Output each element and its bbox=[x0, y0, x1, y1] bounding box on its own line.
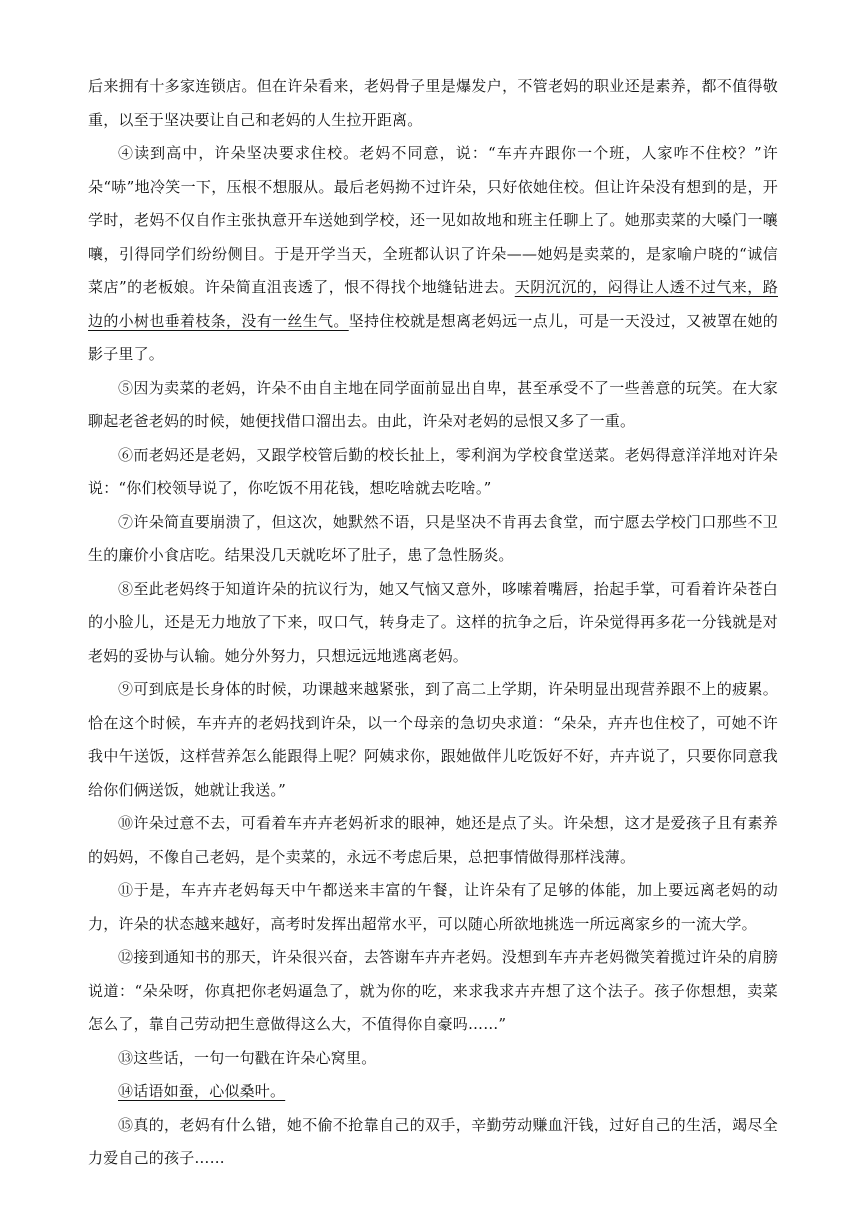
paragraph-4 bbox=[88, 137, 778, 372]
paragraph-4-underlined-sentence: 天阴沉沉的，闷得让人透不过气来，路边的小树也垂着枝条，没有一丝生气。 bbox=[88, 278, 778, 330]
paragraph-4-text-a: ④读到高中，许朵坚决要求住校。老妈不同意，说：“车卉卉跟你一个班，人家咋不住校？”许朵“哧”地冷笑一下，压根不想服从。最后老妈拗不过许朵，只好依她住校。但让许朵没有想到的是，开学时，老妈不仅自作主张执意开车送她到学校，还一见如故地和班主任聊上了。她那卖菜的大嗓门一嚷嚷，引得同学们纷纷侧目。于是开学当天，全班都认识了许朵——她妈是卖菜的，是家喻户晓的“诚信菜店”的老板娘。许朵简直沮丧透了，恨不得找个地缝钻进去。 bbox=[88, 144, 778, 296]
paragraph-14-underlined: ⑭话语如蚕，心似桑叶。 bbox=[118, 1082, 286, 1100]
paragraph-9: ⑨可到底是长身体的时候，功课越来越紧张，到了高二上学期，许朵明显出现营养跟不上的疲累。恰在这个时候，车卉卉的老妈找到许朵，以一个母亲的急切央求道：“朵朵，卉卉也住校了，可她不许我中午送饭，这样营养怎么能跟得上呢？阿姨求你，跟她做伴儿吃饭好不好，卉卉说了，只要你同意我给你们俩送饭，她就让我送。” bbox=[88, 680, 778, 799]
paragraph-15: ⑮真的，老妈有什么错，她不偷不抢靠自己的双手，辛勤劳动赚血汗钱，过好自己的生活，竭尽全力爱自己的孩子…… bbox=[88, 1115, 778, 1167]
paragraph-10: ⑩许朵过意不去，可看着车卉卉老妈祈求的眼神，她还是点了头。许朵想，这才是爱孩子且有素养的妈妈，不像自己老妈，是个卖菜的，永远不考虑后果，总把事情做得那样浅薄。 bbox=[88, 814, 778, 866]
paragraph-13: ⑬这些话，一句一句戳在许朵心窝里。 bbox=[118, 1048, 377, 1067]
paragraph-4-text-b: 坚持住校就是想离老妈远一点儿，可是一天没过，又被罩在她的影子里了。 bbox=[88, 311, 778, 363]
paragraph-6: ⑥而老妈还是老妈，又跟学校管后勤的校长扯上，零利润为学校食堂送菜。老妈得意洋洋地对许朵说：“你们校领导说了，你吃饭不用花钱，想吃啥就去吃啥。” bbox=[88, 445, 778, 497]
paragraph-7: ⑦许朵简直要崩溃了，但这次，她默然不语，只是坚决不肯再去食堂，而宁愿去学校门口那些不卫生的廉价小食店吃。结果没几天就吃坏了肚子，患了急性肠炎。 bbox=[88, 512, 778, 564]
paragraph-5: ⑤因为卖菜的老妈，许朵不由自主地在同学面前显出自卑，甚至承受不了一些善意的玩笑。在大家聊起老爸老妈的时候，她便找借口溜出去。由此，许朵对老妈的忌恨又多了一重。 bbox=[88, 378, 778, 430]
paragraph-11: ⑪于是，车卉卉老妈每天中午都送来丰富的午餐，让许朵有了足够的体能，加上要远离老妈的动力，许朵的状态越来越好，高考时发挥出超常水平，可以随心所欲地挑选一所远离家乡的一流大学。 bbox=[88, 881, 778, 933]
paragraph-8: ⑧至此老妈终于知道许朵的抗议行为，她又气恼又意外，哆嗦着嘴唇，抬起手掌，可看着许朵苍白的小脸儿，还是无力地放了下来，叹口气，转身走了。这样的抗争之后，许朵觉得再多花一分钱就是对老妈的妥协与认输。她分外努力，只想远远地逃离老妈。 bbox=[88, 579, 778, 665]
paragraph-continued: 后来拥有十多家连锁店。但在许朵看来，老妈骨子里是爆发户，不管老妈的职业还是素养，都不值得敬重，以至于坚决要让自己和老妈的人生拉开距离。 bbox=[88, 77, 778, 129]
document-body bbox=[88, 70, 778, 1176]
paragraph-12: ⑫接到通知书的那天，许朵很兴奋，去答谢车卉卉老妈。没想到车卉卉老妈微笑着揽过许朵的肩膀说道：“朵朵呀，你真把你老妈逼急了，就为你的吃，来求我求卉卉想了这个法子。孩子你想想，卖菜怎么了，靠自己劳动把生意做得这么大，不值得你自豪吗……” bbox=[88, 948, 778, 1033]
paragraph-14 bbox=[88, 1075, 778, 1109]
